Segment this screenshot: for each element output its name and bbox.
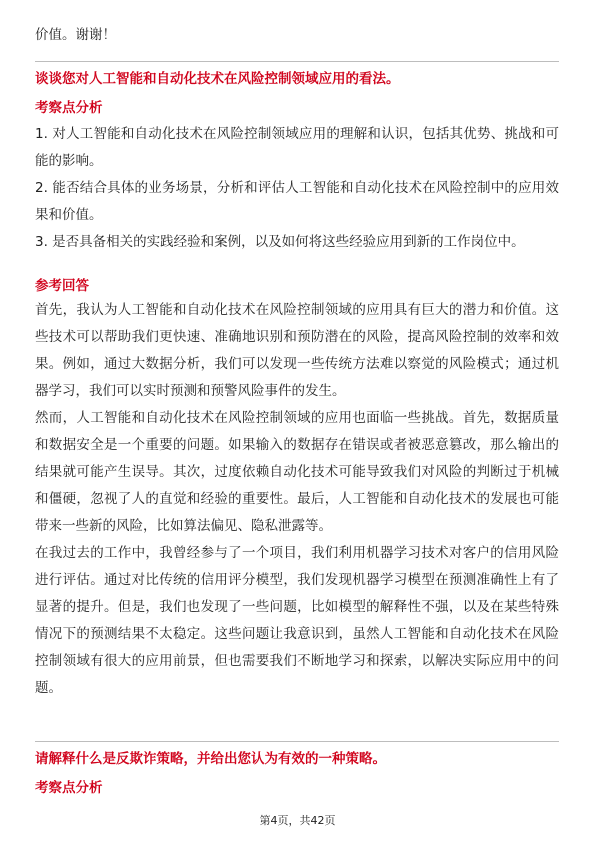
question-1-analysis-list	[35, 121, 559, 256]
answer-paragraph: 然而，人工智能和自动化技术在风险控制领域的应用也面临一些挑战。首先，数据质量和数据安全是一个重要的问题。如果输入的数据存在错误或者被恶意篡改，那么输出的结果就可能产生误导。其次，过度依赖自动化技术可能导致我们对风险的判断过于机械和僵硬，忽视了人的直觉和经验的重要性。最后，人工智能和自动化技术的发展也可能带来一些新的风险，比如算法偏见、隐私泄露等。	[35, 410, 559, 534]
question-1-answer	[35, 297, 559, 702]
question-1-answer-heading: 参考回答	[35, 278, 89, 294]
question-2-title: 请解释什么是反欺诈策略，并给出您认为有效的一种策略。	[35, 751, 386, 767]
answer-paragraph: 在我过去的工作中，我曾经参与了一个项目，我们利用机器学习技术对客户的信用风险进行评估。通过对比传统的信用评分模型，我们发现机器学习模型在预测准确性上有了显著的提升。但是，我们也发现了一些问题，比如模型的解释性不强，以及在某些特殊情况下的预测结果不太稳定。这些问题让我意识到，虽然人工智能和自动化技术在风险控制领域有很大的应用前景，但也需要我们不断地学习和探索，以解决实际应用中的问题。	[35, 545, 559, 696]
question-1-title: 谈谈您对人工智能和自动化技术在风险控制领域应用的看法。	[35, 71, 400, 87]
analysis-item: 3. 是否具备相关的实践经验和案例，以及如何将这些经验应用到新的工作岗位中。	[35, 234, 525, 250]
question-1-analysis-heading: 考察点分析	[35, 100, 103, 116]
question-2-analysis-heading: 考察点分析	[35, 780, 103, 796]
analysis-item: 2. 能否结合具体的业务场景，分析和评估人工智能和自动化技术在风险控制中的应用效果和价值。	[35, 180, 559, 223]
continuation-text: 价值。谢谢！	[35, 27, 116, 43]
analysis-item: 1. 对人工智能和自动化技术在风险控制领域应用的理解和认识，包括其优势、挑战和可能的影响。	[35, 126, 559, 169]
page-number: 第4页，共42页	[259, 814, 336, 827]
section-divider	[35, 61, 559, 62]
answer-paragraph: 首先，我认为人工智能和自动化技术在风险控制领域的应用具有巨大的潜力和价值。这些技术可以帮助我们更快速、准确地识别和预防潜在的风险，提高风险控制的效率和效果。例如，通过大数据分析，我们可以发现一些传统方法难以察觉的风险模式；通过机器学习，我们可以实时预测和预警风险事件的发生。	[35, 302, 559, 399]
section-divider	[35, 741, 559, 742]
